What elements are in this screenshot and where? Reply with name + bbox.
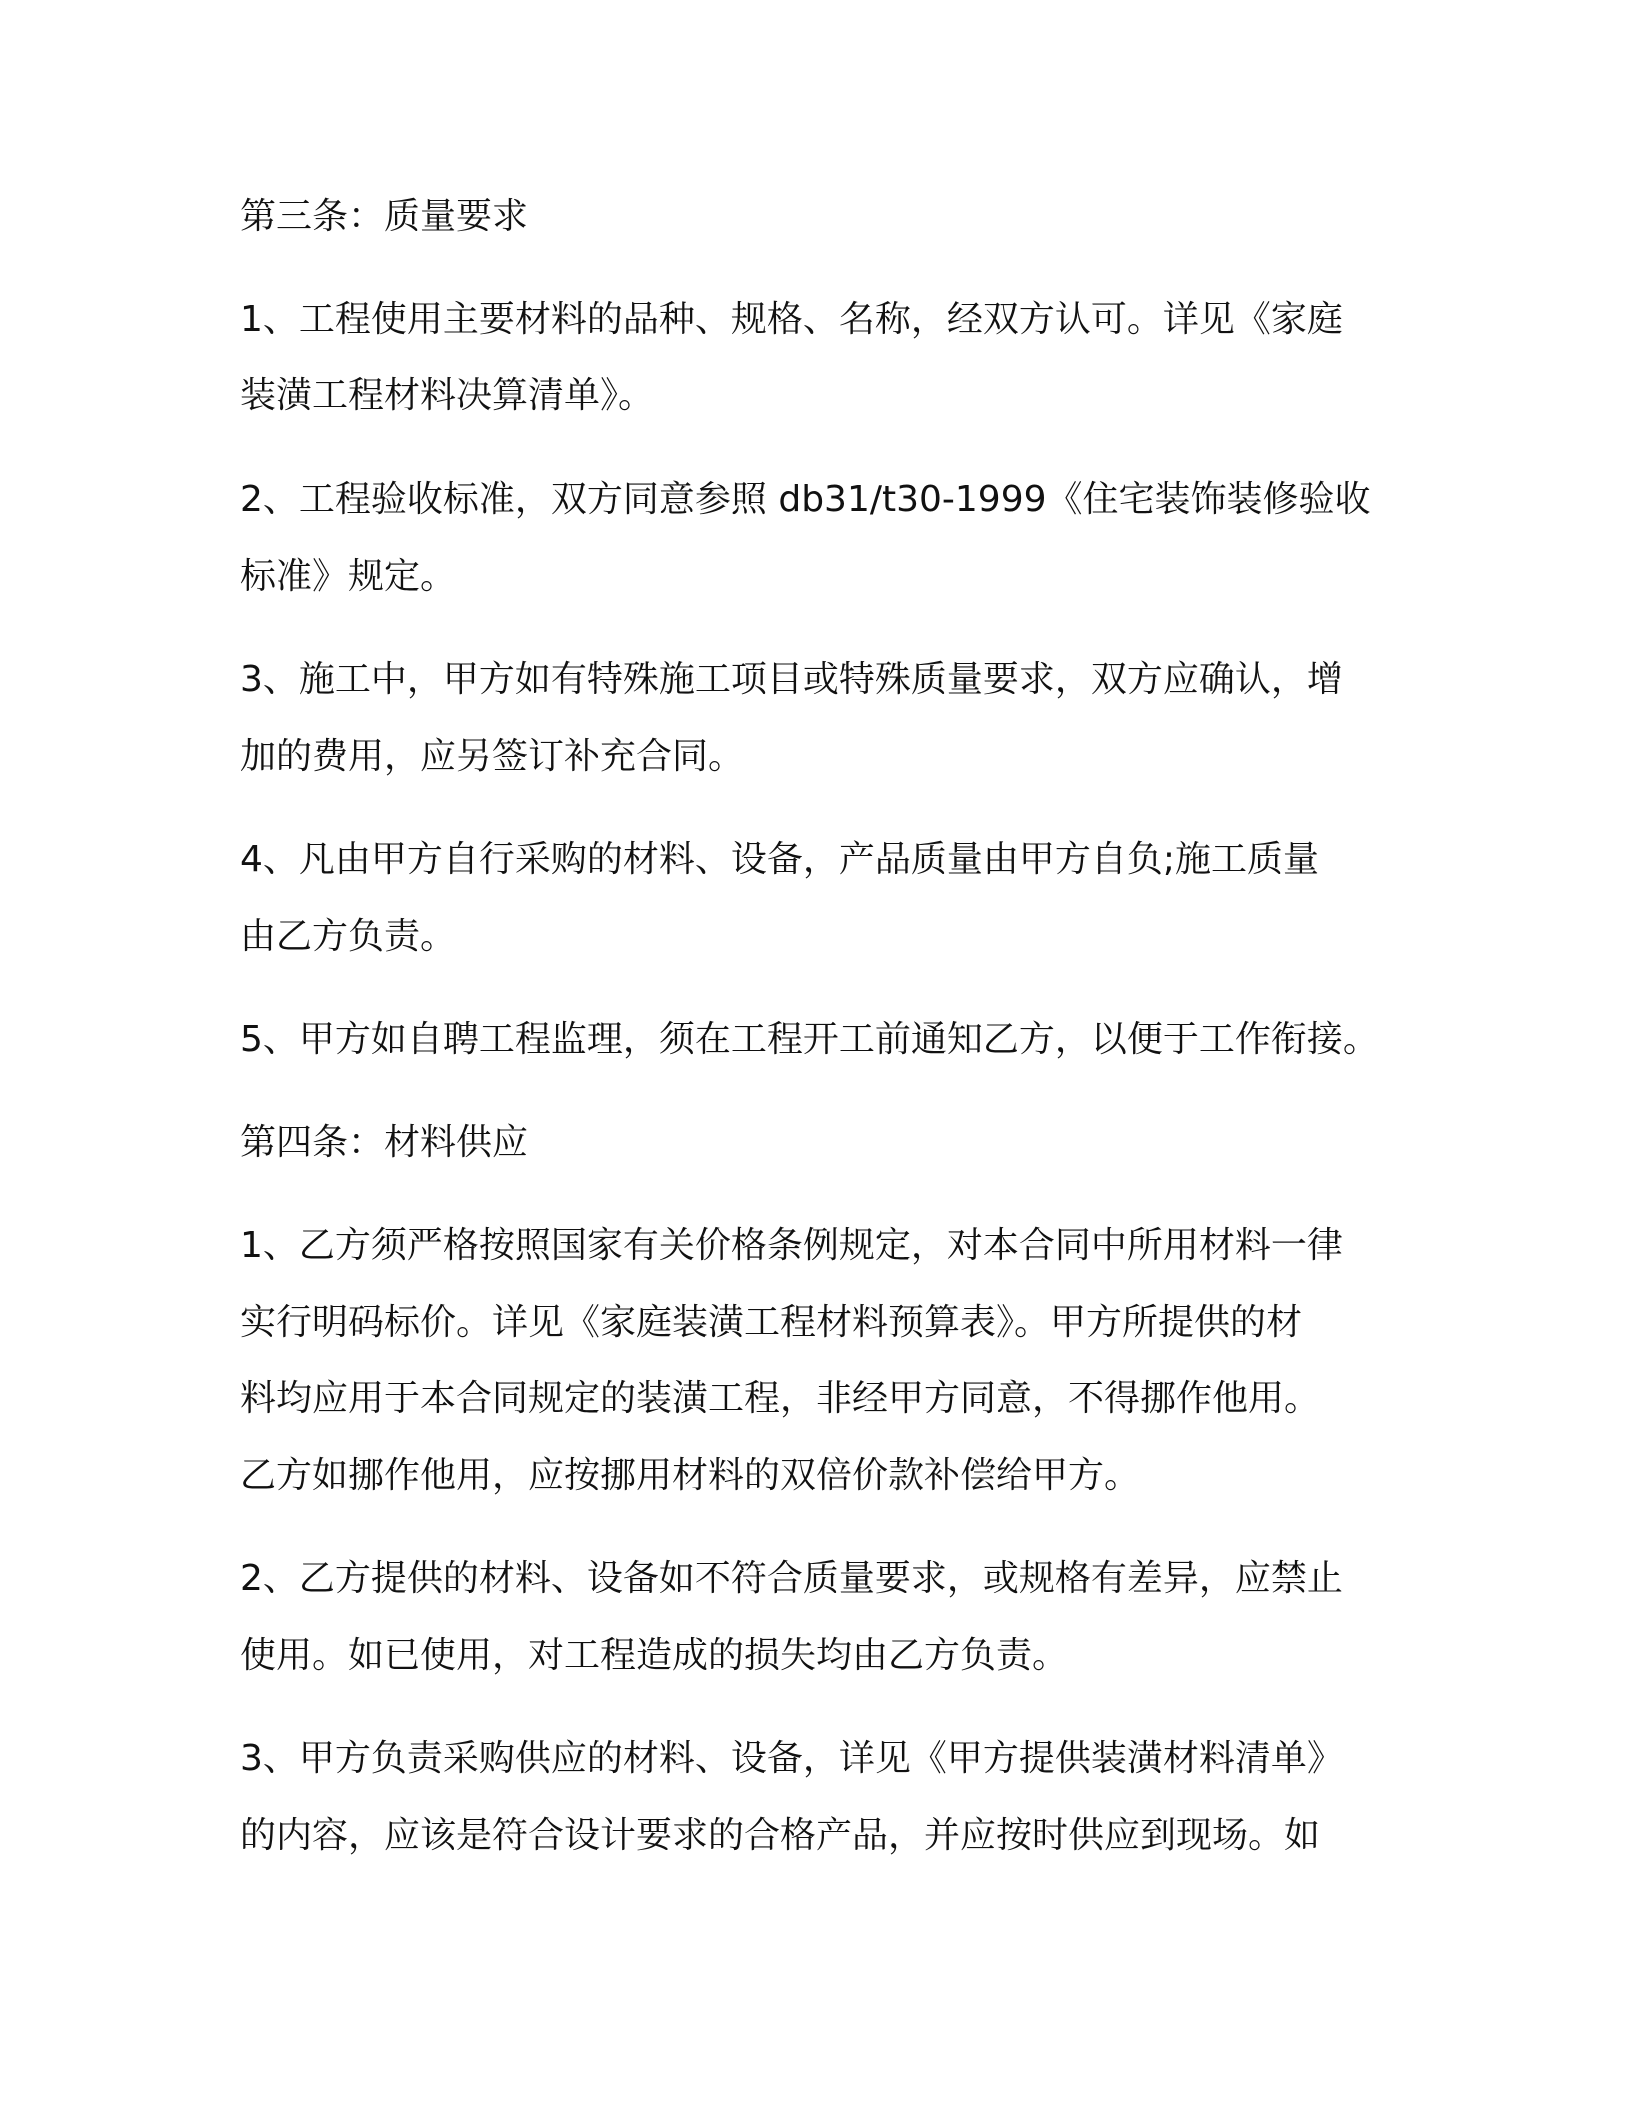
paragraph-line: 2、乙方提供的材料、设备如不符合质量要求，或规格有差异，应禁止 [240,1558,1343,1599]
heading-article-4: 第四条：材料供应 [240,1122,529,1163]
paragraph-line: 3、施工中，甲方如有特殊施工项目或特殊质量要求，双方应确认，增 [240,659,1343,700]
paragraph-line: 实行明码标价。详见《家庭装潢工程材料预算表》。甲方所提供的材 [240,1302,1303,1343]
paragraph-line: 4、凡由甲方自行采购的材料、设备，产品质量由甲方自负;施工质量 [240,839,1320,880]
heading-article-3: 第三条：质量要求 [240,196,529,237]
paragraph-line: 1、工程使用主要材料的品种、规格、名称，经双方认可。详见《家庭 [240,299,1343,340]
paragraph-line: 使用。如已使用，对工程造成的损失均由乙方负责。 [240,1635,1069,1676]
paragraph-line: 3、甲方负责采购供应的材料、设备，详见《甲方提供装潢材料清单》 [240,1738,1343,1779]
paragraph-line: 料均应用于本合同规定的装潢工程，非经甲方同意，不得挪作他用。 [240,1378,1321,1419]
paragraph-line: 5、甲方如自聘工程监理，须在工程开工前通知乙方，以便于工作衔接。 [240,1019,1379,1060]
paragraph-line: 的内容，应该是符合设计要求的合格产品，并应按时供应到现场。如 [240,1815,1321,1856]
paragraph-line: 由乙方负责。 [240,916,457,957]
paragraph-line: 乙方如挪作他用，应按挪用材料的双倍价款补偿给甲方。 [240,1455,1141,1496]
paragraph-line: 标准》规定。 [240,556,457,597]
paragraph-line: 加的费用，应另签订补充合同。 [240,736,745,777]
paragraph-line: 装潢工程材料决算清单》。 [240,375,655,416]
paragraph-line: 1、乙方须严格按照国家有关价格条例规定，对本合同中所用材料一律 [240,1225,1343,1266]
paragraph-line: 2、工程验收标准，双方同意参照 db31/t30-1999《住宅装饰装修验收 [240,479,1371,520]
